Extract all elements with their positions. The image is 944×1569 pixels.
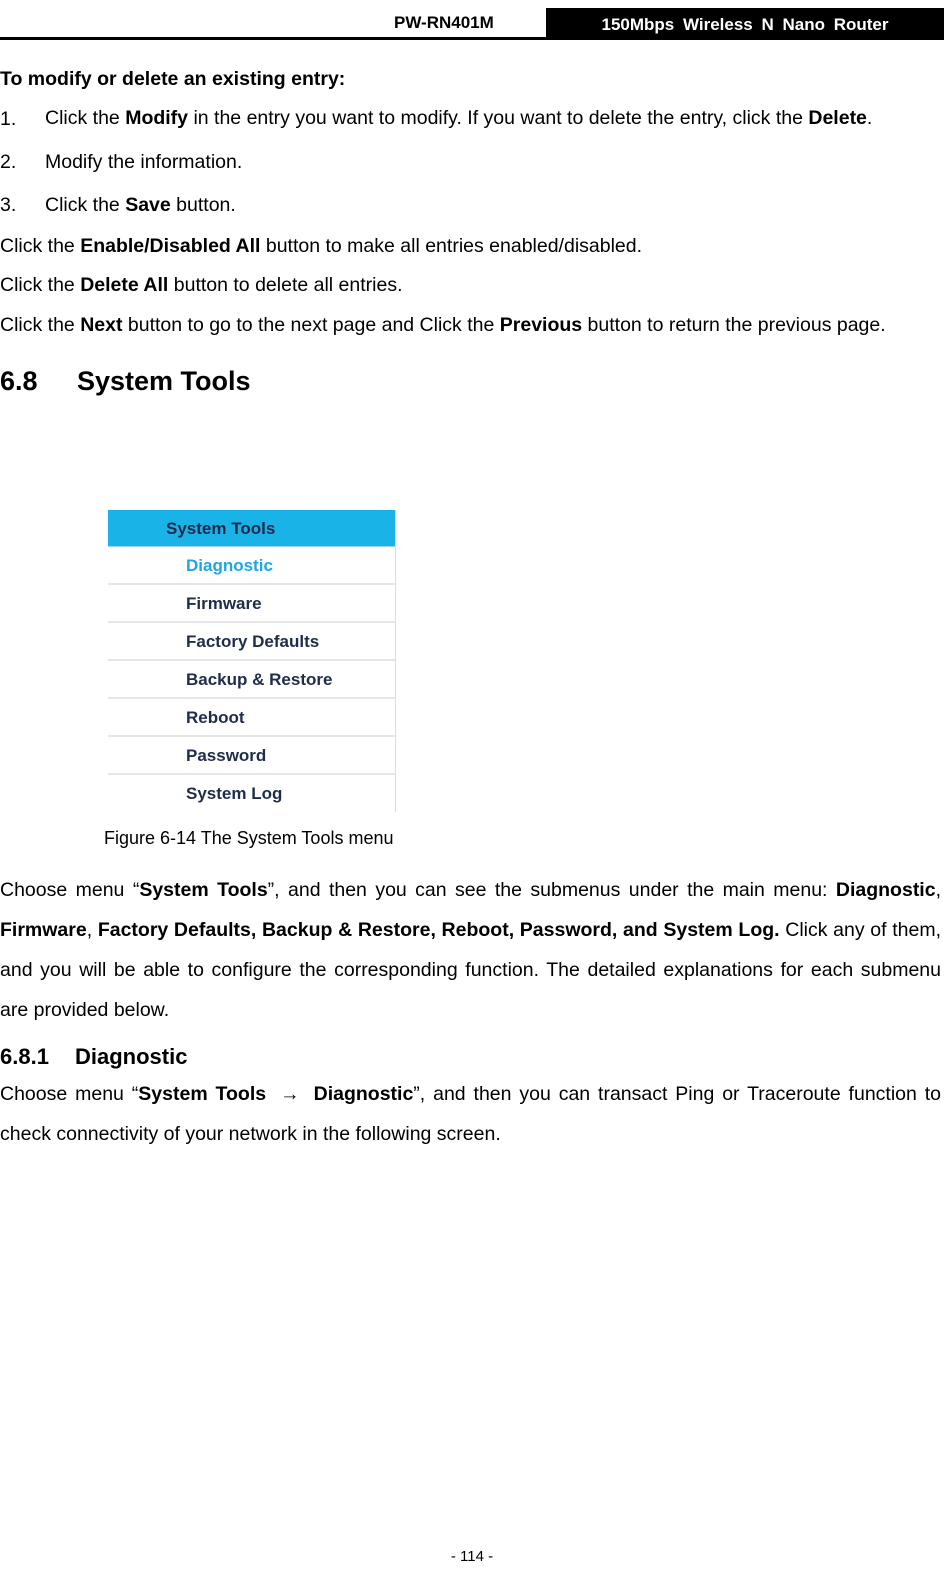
text-run: Click the	[0, 314, 81, 336]
bold-term: Diagnostic	[313, 1083, 414, 1105]
bold-term: System Tools	[138, 1083, 267, 1105]
text-run: button to return the previous page.	[582, 314, 886, 336]
bold-term: Firmware	[0, 919, 87, 941]
bold-term: Save	[125, 194, 171, 216]
subsection-title: Diagnostic	[75, 1044, 188, 1069]
section-heading	[0, 366, 941, 397]
bold-term: Modify	[125, 107, 189, 129]
arrow-icon: →	[280, 1083, 300, 1105]
bold-term: Next	[80, 314, 123, 336]
bold-term: Factory Defaults, Backup & Restore, Reboot, Password, and System Log.	[97, 919, 780, 941]
enable-all-line	[0, 227, 941, 266]
text-run: Click any of them, and you will be able to configure the corresponding function. The detailed explanations for each submenu are provided below.	[0, 919, 942, 1021]
text-run: button to go to the next page and Click the	[122, 314, 500, 336]
intro-section	[0, 60, 941, 397]
text-run: Choose menu “	[0, 1083, 139, 1105]
bold-term: System Tools	[139, 879, 268, 901]
step-text	[45, 184, 941, 227]
text-run: Click the	[45, 194, 126, 216]
text-run: button.	[170, 194, 236, 216]
text-run: ,	[86, 919, 98, 941]
header-rule	[0, 37, 944, 40]
step-3	[0, 184, 941, 227]
step-text: Modify the information.	[45, 151, 243, 173]
text-run: in the entry you want to modify. If you want to delete the entry, click the	[188, 107, 809, 129]
bold-term: Delete	[808, 107, 867, 129]
page-number: - 114 -	[450, 1548, 494, 1565]
section-number: 6.8	[0, 366, 38, 396]
text-run: Click the	[45, 107, 126, 129]
menu-title[interactable]: System Tools	[108, 510, 395, 547]
product-name: 150Mbps Wireless N Nano Router	[546, 8, 944, 40]
bold-term: Diagnostic	[835, 879, 936, 901]
intro-paragraph	[0, 870, 941, 1030]
subsection-number: 6.8.1	[0, 1044, 49, 1069]
text-run: button to make all entries enabled/disabled.	[260, 235, 643, 257]
subtitle: To modify or delete an existing entry:	[0, 68, 346, 90]
text-run: Click the	[0, 235, 81, 257]
menu-item-password[interactable]: Password	[108, 737, 395, 775]
bold-term: Enable/Disabled All	[80, 235, 261, 257]
next-previous-line	[0, 309, 941, 341]
figure-caption: Figure 6-14 The System Tools menu	[104, 828, 394, 848]
menu-item-reboot[interactable]: Reboot	[108, 699, 395, 737]
diagnostic-paragraph	[0, 1074, 941, 1154]
step-number: 1.	[0, 108, 17, 130]
bold-term: Delete All	[80, 274, 169, 296]
menu-item-diagnostic[interactable]: Diagnostic	[108, 547, 395, 585]
text-run: ”, and then you can see the submenus under the main menu:	[267, 879, 836, 901]
body-section	[0, 870, 941, 1154]
menu-item-system-log[interactable]: System Log	[186, 784, 283, 803]
menu-item-firmware[interactable]: Firmware	[108, 585, 395, 623]
text-run: ,	[935, 879, 941, 901]
step-number: 2.	[0, 151, 17, 173]
text-run: Choose menu “	[0, 879, 140, 901]
step-number: 3.	[0, 194, 17, 216]
system-tools-menu	[108, 510, 396, 812]
text-run: button to delete all entries.	[168, 274, 403, 296]
step-2	[0, 141, 941, 184]
text-run: ”, and then you can transact Ping or Traceroute function to check connectivity of your network in the following screen.	[0, 1083, 942, 1145]
menu-item-factory-defaults[interactable]: Factory Defaults	[108, 623, 395, 661]
step-text	[45, 98, 941, 141]
model-name: PW-RN401M	[394, 13, 494, 32]
section-title: System Tools	[77, 366, 251, 396]
delete-all-line	[0, 266, 941, 305]
subsection-heading	[0, 1044, 941, 1070]
menu-item-backup-restore[interactable]: Backup & Restore	[108, 661, 395, 699]
bold-term: Previous	[499, 314, 583, 336]
text-run: Click the	[0, 274, 81, 296]
step-1	[0, 98, 941, 141]
page-header	[0, 0, 944, 40]
text-run: .	[866, 107, 873, 129]
